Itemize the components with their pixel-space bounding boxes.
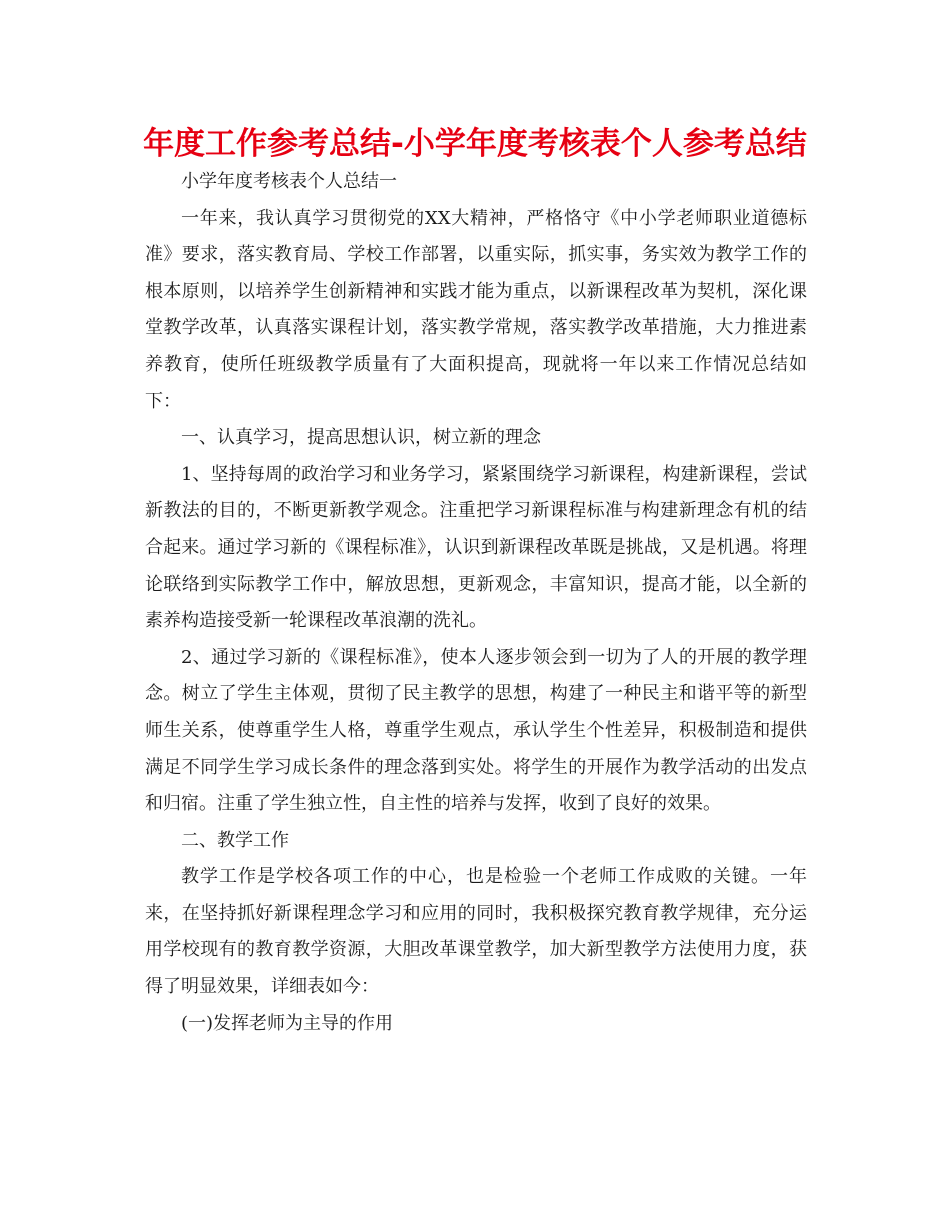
intro-paragraph: 一年来，我认真学习贯彻党的XX大精神，严格恪守《中小学老师职业道德标准》要求，落实教育局、学校工作部署，以重实际，抓实事，务实效为教学工作的根本原则，以培养学生创新精神和实践才能为重点，以新课程改革为契机，深化课堂教学改革，认真落实课程计划，落实教学常规，落实教学改革措施，大力推进素养教育，使所任班级教学质量有了大面积提高，现就将一年以来工作情况总结如下： [145, 207, 807, 412]
body-paragraph-1: 1、坚持每周的政治学习和业务学习，紧紧围绕学习新课程，构建新课程，尝试新教法的目的，不断更新教学观念。注重把学习新课程标准与构建新理念有机的结合起来。通过学习新的《课程标准》，认识到新课程改革既是挑战，又是机遇。将理论联络到实际教学工作中，解放思想，更新观念，丰富知识，提高才能，以全新的素养构造接受新一轮课程改革浪潮的洗礼。 [145, 463, 807, 632]
section-heading-2: 二、教学工作 [181, 829, 289, 851]
body-paragraph-3: 教学工作是学校各项工作的中心，也是检验一个老师工作成败的关键。一年来，在坚持抓好新课程理念学习和应用的同时，我积极探究教育教学规律，充分运用学校现有的教育教学资源，大胆改革课堂教学，加大新型教学方法使用力度，获得了明显效果，详细表如今： [145, 866, 807, 998]
document-title: 年度工作参考总结-小学年度考核表个人参考总结 [143, 126, 807, 162]
subtitle-paragraph: 小学年度考核表个人总结一 [181, 171, 397, 192]
section-heading-1: 一、认真学习，提高思想认识，树立新的理念 [181, 427, 541, 449]
subsection-heading-1: (一)发挥老师为主导的作用 [181, 1012, 394, 1034]
document-body [145, 164, 807, 1042]
body-paragraph-2: 2、通过学习新的《课程标准》，使本人逐步领会到一切为了人的开展的教学理念。树立了学生主体观，贯彻了民主教学的思想，构建了一种民主和谐平等的新型师生关系，使尊重学生人格，尊重学生观点，承认学生个性差异，积极制造和提供满足不同学生学习成长条件的理念落到实处。将学生的开展作为教学活动的出发点和归宿。注重了学生独立性，自主性的培养与发挥，收到了良好的效果。 [145, 646, 807, 815]
